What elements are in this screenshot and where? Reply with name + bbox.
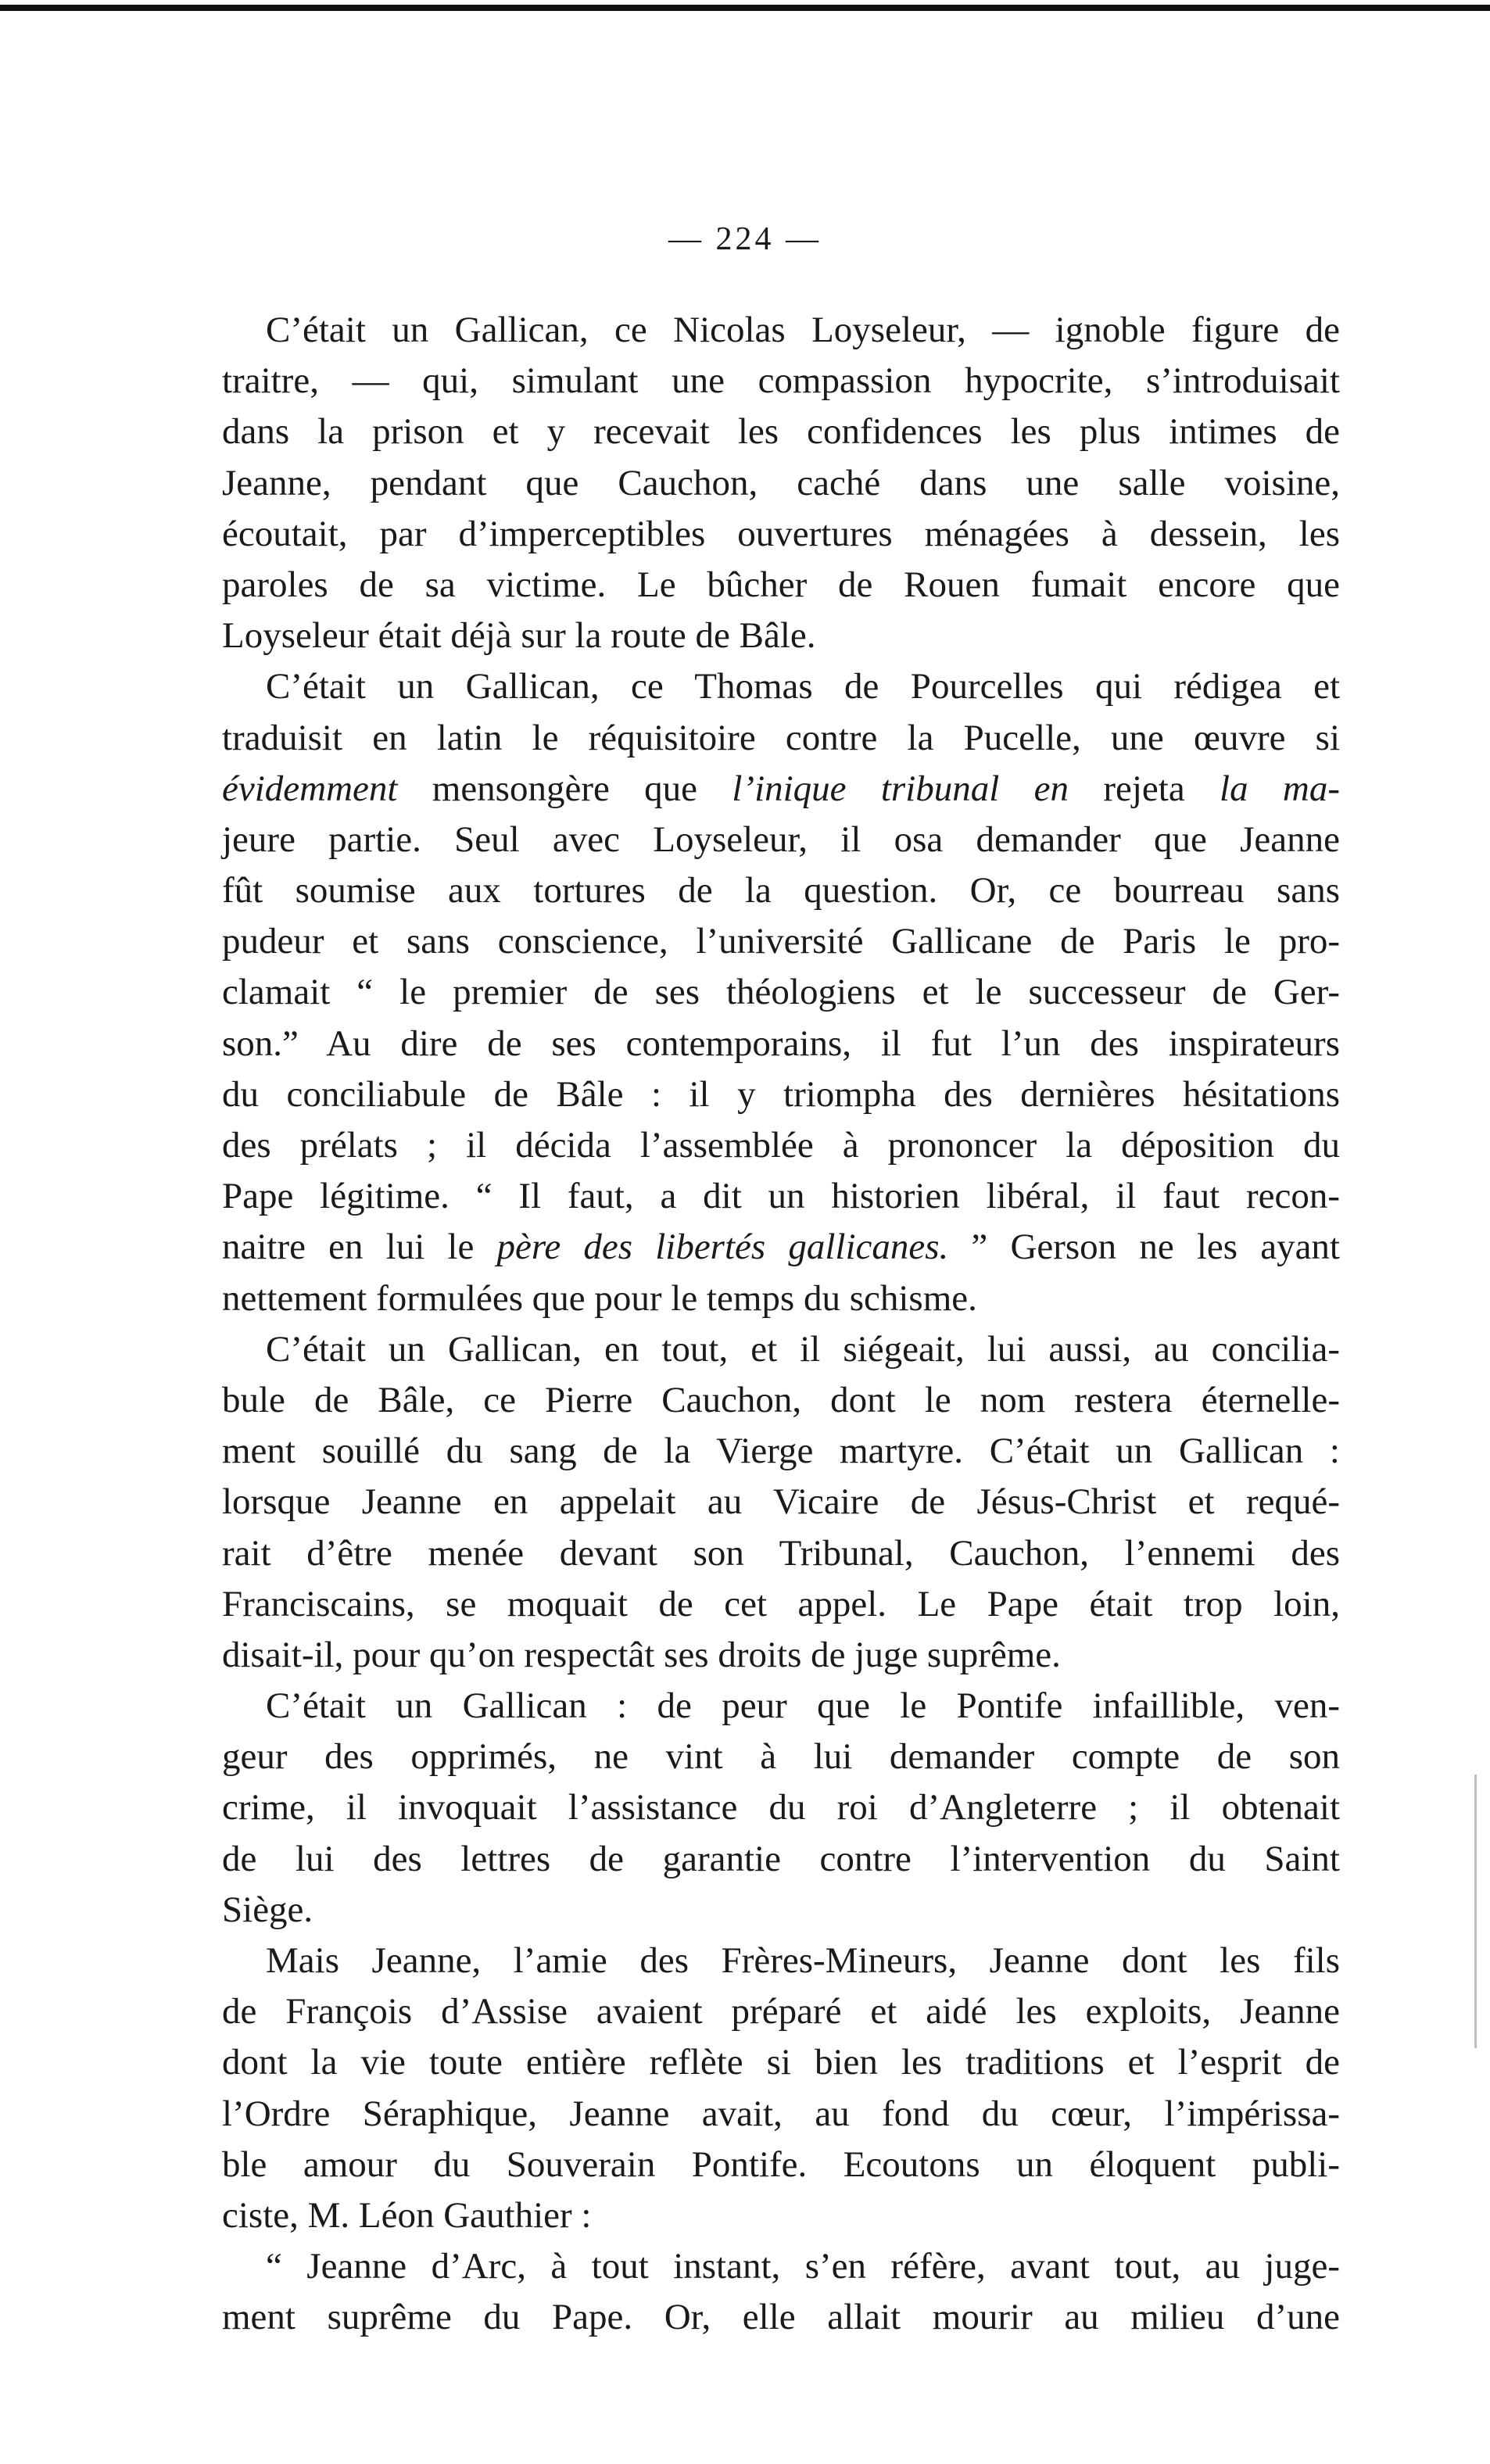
text-line: C’était un Gallican, en tout, et il siégeait, lui aussi, au concilia- [266,1328,1340,1370]
text-line: rait d’être menée devant son Tribunal, Cauchon, l’ennemi des [222,1532,1340,1574]
text-line: C’était un Gallican : de peur que le Pontife infaillible, ven- [266,1685,1340,1727]
text-line: ble amour du Souverain Pontife. Ecoutons un éloquent publi- [222,2143,1340,2185]
body-text [222,305,1340,2344]
text-line: dont la vie toute entière reflète si bien les traditions et l’esprit de [222,2042,1340,2083]
text-line: Loyseleur était déjà sur la route de Bâle. [222,615,816,657]
text-line: nettement formulées que pour le temps du schisme. [222,1277,977,1319]
top-edge-rule [0,5,1490,11]
text-line: traduisit en latin le réquisitoire contre la Pucelle, une œuvre si [222,717,1340,758]
text-line: évidemment mensongère que l’inique tribunal en rejeta la ma- [222,768,1340,809]
text-line: son.” Au dire de ses contemporains, il fut l’un des inspirateurs [222,1022,1340,1064]
text-line: clamait “ le premier de ses théologiens et le successeur de Ger- [222,972,1340,1013]
text-line: naitre en lui le père des libertés gallicanes. ” Gerson ne les ayant [222,1227,1340,1268]
text-line: Mais Jeanne, l’amie des Frères-Mineurs, Jeanne dont les fils [266,1940,1340,1981]
text-line: disait-il, pour qu’on respectât ses droits de juge suprême. [222,1634,1061,1675]
text-line: C’était un Gallican, ce Nicolas Loyseleur, — ignoble figure de [266,310,1340,350]
text-line: traitre, — qui, simulant une compassion hypocrite, s’introduisait [222,360,1340,402]
text-line: C’était un Gallican, ce Thomas de Pourcelles qui rédigea et [266,666,1340,707]
text-line: dans la prison et y recevait les confidences les plus intimes de [222,411,1340,453]
text-line: ciste, M. Léon Gauthier : [222,2194,592,2236]
text-line: pudeur et sans conscience, l’université Gallicane de Paris le pro- [222,921,1340,962]
text-line: du conciliabule de Bâle : il y triompha des dernières hésitations [222,1073,1340,1115]
page-number: — 224 — [668,221,822,257]
text-line: l’Ordre Séraphique, Jeanne avait, au fond du cœur, l’impérissa- [222,2093,1340,2134]
text-line: de François d’Assise avaient préparé et aidé les exploits, Jeanne [222,1991,1340,2032]
text-line: des prélats ; il décida l’assemblée à prononcer la déposition du [222,1125,1340,1166]
text-line: lorsque Jeanne en appelait au Vicaire de Jésus-Christ et requé- [222,1481,1340,1523]
text-line: “ Jeanne d’Arc, à tout instant, s’en réfère, avant tout, au juge- [266,2246,1340,2287]
text-line: ment suprême du Pape. Or, elle allait mourir au milieu d’une [222,2297,1340,2338]
text-line: paroles de sa victime. Le bûcher de Rouen fumait encore que [222,564,1340,605]
text-line: geur des opprimés, ne vint à lui demander compte de son [222,1736,1340,1778]
text-line: jeure partie. Seul avec Loyseleur, il osa demander que Jeanne [222,818,1340,860]
text-line: fût soumise aux tortures de la question. Or, ce bourreau sans [222,870,1340,911]
text-line: Franciscains, se moquait de cet appel. Le Pape était trop loin, [222,1583,1340,1624]
text-line: ment souillé du sang de la Vierge martyre. C’était un Gallican : [222,1431,1340,1472]
text-line: écoutait, par d’imperceptibles ouvertures ménagées à dessein, les [222,513,1340,554]
right-margin-mark [1474,1775,1477,2048]
text-line: Siège. [222,1889,313,1930]
text-line: Pape légitime. “ Il faut, a dit un historien libéral, il faut recon- [222,1176,1340,1217]
text-line: bule de Bâle, ce Pierre Cauchon, dont le nom restera éternelle- [222,1379,1340,1420]
text-line: crime, il invoquait l’assistance du roi d’Angleterre ; il obtenait [222,1787,1340,1828]
text-line: de lui des lettres de garantie contre l’intervention du Saint [222,1838,1340,1879]
text-line: Jeanne, pendant que Cauchon, caché dans une salle voisine, [222,462,1340,503]
